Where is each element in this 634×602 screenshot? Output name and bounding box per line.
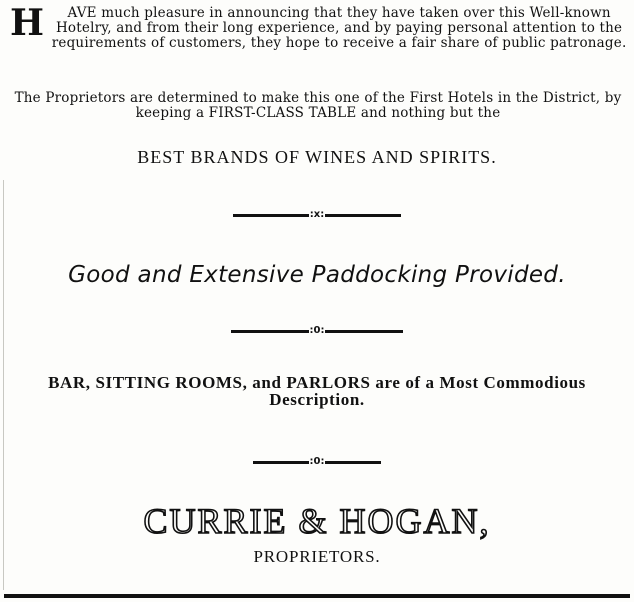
divider-mark: :0: xyxy=(309,325,325,336)
intro-paragraph xyxy=(6,2,630,51)
divider-rule-right xyxy=(325,214,401,217)
ornamental-divider xyxy=(0,324,634,338)
divider-rule-right xyxy=(325,330,403,333)
determination-paragraph: The Proprietors are determined to make this one of the First Hotels in the District, by keeping a FIRST-CLASS TABLE and nothing but the xyxy=(14,90,622,121)
rooms-description: BAR, SITTING ROOMS, and PARLORS are of a Most Commodious Description. xyxy=(48,373,586,409)
paddocking-line: Good and Extensive Paddocking Provided. xyxy=(68,262,566,288)
divider-rule-left xyxy=(253,461,309,464)
divider-mark: :0: xyxy=(309,456,325,467)
drop-cap: H xyxy=(10,2,45,44)
proprietors-names: CURRIE & HOGAN, xyxy=(143,501,491,541)
brands-heading: BEST BRANDS OF WINES AND SPIRITS. xyxy=(137,147,497,167)
ornamental-divider xyxy=(0,455,634,469)
intro-text: AVE much pleasure in announcing that they have taken over this Well-known Hotelry, and from their long experience, and by paying personal attention to the requirements of customers, they hope to receive a fair share of public patronage. xyxy=(51,5,627,51)
ornamental-divider xyxy=(0,208,634,222)
bottom-rule xyxy=(4,594,630,598)
divider-rule-left xyxy=(233,214,309,217)
divider-mark: :x: xyxy=(309,209,325,220)
divider-rule-left xyxy=(231,330,309,333)
proprietors-label: PROPRIETORS. xyxy=(253,547,381,566)
divider-rule-right xyxy=(325,461,381,464)
